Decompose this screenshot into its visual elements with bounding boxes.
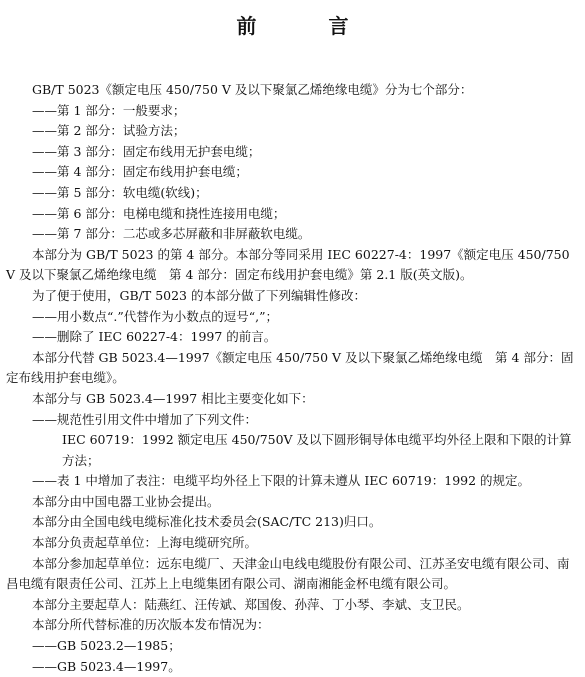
list-item-gb-5023-2-1985: ——GB 5023.2—1985；	[32, 638, 181, 654]
list-item-delete-foreword: ——删除了 IEC 60227-4：1997 的前言。	[32, 329, 277, 345]
paragraph-participants: 本部分参加起草单位：远东电缆厂、天津金山电线电缆股份有限公司、江苏圣安电缆有限公司、南昌电缆有限责任公司、江苏上上电缆集团有限公司、湖南湘能金杯电缆有限公司。	[6, 555, 570, 592]
paragraph-lead-drafter: 本部分负责起草单位：上海电缆研究所。	[32, 535, 258, 551]
paragraph-editorial: 为了便于使用，GB/T 5023 的本部分做了下列编辑性修改：	[32, 287, 366, 303]
paragraph-proposer: 本部分由中国电器工业协会提出。	[32, 493, 220, 509]
list-item-part-1: ——第 1 部分：一般要求；	[32, 102, 186, 118]
paragraph-history: 本部分所代替标准的历次版本发布情况为：	[32, 617, 270, 633]
list-item-normative-refs: ——规范性引用文件中增加了下列文件：	[32, 411, 258, 427]
list-item-part-3: ——第 3 部分：固定布线用无护套电缆；	[32, 143, 261, 159]
list-item-part-6: ——第 6 部分：电梯电缆和挠性连接用电缆；	[32, 205, 286, 221]
paragraph-replaces: 本部分代替 GB 5023.4—1997《额定电压 450/750 V 及以下聚氯乙烯绝缘电缆 第 4 部分：固定布线用护套电缆》。	[6, 349, 574, 386]
page-title: 前 言	[236, 14, 375, 38]
list-item-part-2: ——第 2 部分：试验方法；	[32, 123, 186, 139]
list-item-part-4: ——第 4 部分：固定布线用护套电缆；	[32, 164, 248, 180]
list-item-gb-5023-4-1997: ——GB 5023.4—1997。	[32, 658, 181, 674]
list-item-part-5: ——第 5 部分：软电缆(软线)；	[32, 184, 208, 200]
list-item-part-7: ——第 7 部分：二芯或多芯屏蔽和非屏蔽软电缆。	[32, 226, 311, 242]
list-item-iec-60719: IEC 60719：1992 额定电压 450/750V 及以下圆形铜导体电缆平均外径上限和下限的计算方法；	[62, 432, 572, 468]
foreword-body	[6, 80, 580, 677]
paragraph-drafters: 本部分主要起草人：陆燕红、汪传斌、郑国俊、孙萍、丁小琴、李斌、支卫民。	[32, 596, 470, 612]
list-item-decimal: ——用小数点“.”代替作为小数点的逗号“,”；	[32, 308, 279, 324]
paragraph-committee: 本部分由全国电线电缆标准化技术委员会(SAC/TC 213)归口。	[32, 514, 382, 530]
list-item-table-note: ——表 1 中增加了表注：电缆平均外径上下限的计算未遵从 IEC 60719：1992 的规定。	[32, 473, 531, 489]
paragraph-changes: 本部分与 GB 5023.4—1997 相比主要变化如下：	[32, 390, 314, 406]
paragraph-intro: GB/T 5023《额定电压 450/750 V 及以下聚氯乙烯绝缘电缆》分为七个部分：	[32, 82, 473, 97]
paragraph-adoption: 本部分为 GB/T 5023 的第 4 部分。本部分等同采用 IEC 60227-4：1997《额定电压 450/750 V 及以下聚氯乙烯绝缘电缆 第 4 部分：固定布线用护套电缆》第 2.1 版(英文版)。	[6, 246, 570, 283]
